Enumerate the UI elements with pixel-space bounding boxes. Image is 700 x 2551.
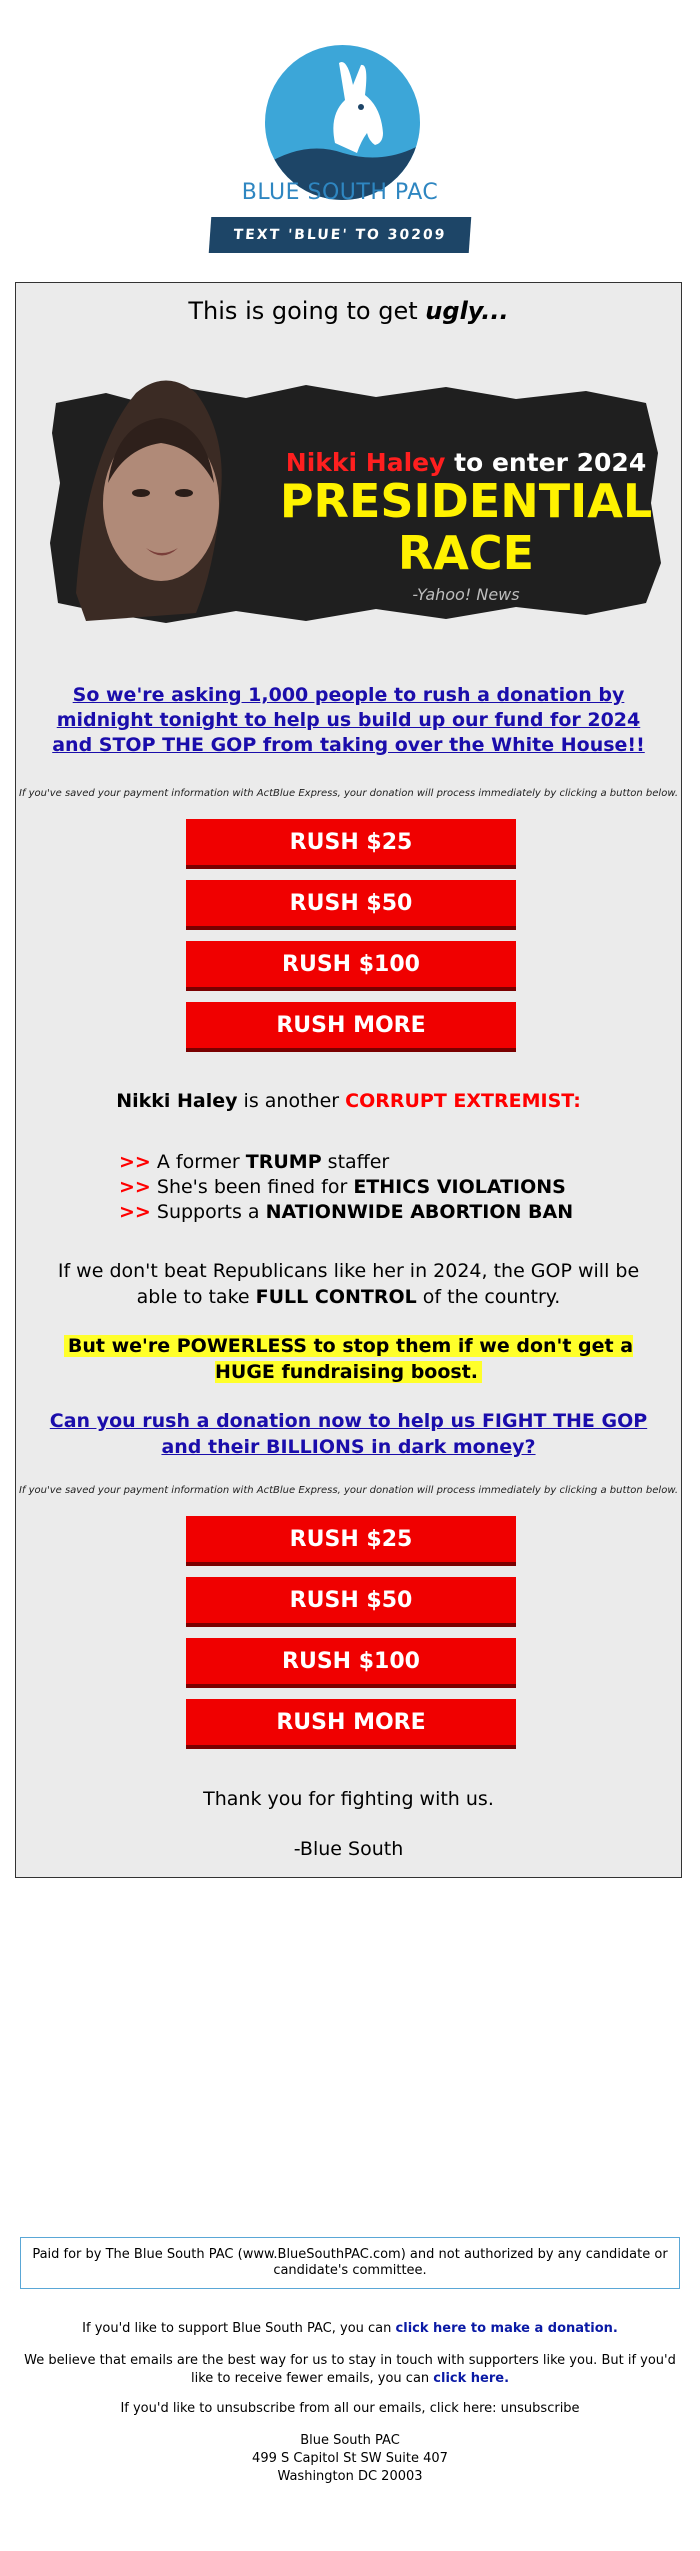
rush-25-button[interactable]: RUSH $25 xyxy=(186,819,516,869)
bullet-arrow-icon: >> xyxy=(119,1201,151,1223)
bullet-item: >> Supports a NATIONWIDE ABORTION BAN xyxy=(119,1201,574,1223)
org-city: Washington DC 20003 xyxy=(277,2469,423,2484)
thank-you-text: Thank you for fighting with us. xyxy=(203,1788,494,1810)
actblue-fine-print: If you've saved your payment information with ActBlue Express, your donation will process immediately by clicking a button below. xyxy=(18,788,679,799)
fewer-emails-link[interactable]: click here. xyxy=(433,2371,510,2386)
donation-ask-link[interactable]: So we're asking 1,000 people to rush a donation by midnight tonight to help us build up our fund for 2024 and STOP THE GOP from taking over the White House!! xyxy=(52,684,645,756)
email-body-card xyxy=(15,282,682,1878)
donkey-icon xyxy=(265,45,420,200)
powerless-highlight: But we're POWERLESS to stop them if we don't get a HUGE fundraising boost. xyxy=(46,1333,651,1385)
donation-link[interactable]: click here to make a donation. xyxy=(395,2321,618,2336)
fewer-emails-line: We believe that emails are the best way for us to stay in touch with supporters like you. But if you'd like to receive fewer emails, you can click here. xyxy=(24,2353,676,2386)
support-line: If you'd like to support Blue South PAC, you can click here to make a donation. xyxy=(82,2321,618,2336)
hero-line-1: Nikki Haley to enter 2024 xyxy=(285,448,647,477)
bullet-arrow-icon: >> xyxy=(119,1176,151,1198)
rush-more-button[interactable]: RUSH MORE xyxy=(186,1699,516,1749)
text-to-join-banner: TEXT 'BLUE' TO 30209 xyxy=(209,217,472,253)
hero-image xyxy=(46,363,666,643)
blue-south-logo xyxy=(205,45,475,253)
rush-50-button[interactable]: RUSH $50 xyxy=(186,1577,516,1627)
org-street: 499 S Capitol St SW Suite 407 xyxy=(252,2451,448,2466)
hero-line-3: RACE xyxy=(397,526,535,580)
signature: -Blue South xyxy=(293,1838,404,1860)
logo-name: BLUE SOUTH PAC xyxy=(241,180,439,205)
rush-more-button[interactable]: RUSH MORE xyxy=(186,1002,516,1052)
bullet-item: >> A former TRUMP staffer xyxy=(119,1151,390,1173)
headline-emphasis: ugly... xyxy=(425,297,509,325)
org-name: Blue South PAC xyxy=(300,2433,400,2448)
rush-50-button[interactable]: RUSH $50 xyxy=(186,880,516,930)
paid-for-disclaimer: Paid for by The Blue South PAC (www.BlueSouthPAC.com) and not authorized by any candidate or candidate's committee. xyxy=(20,2237,680,2289)
actblue-fine-print: If you've saved your payment information with ActBlue Express, your donation will process immediately by clicking a button below. xyxy=(18,1485,679,1496)
headline: This is going to get ugly... xyxy=(188,297,509,325)
unsubscribe-link[interactable]: If you'd like to unsubscribe from all our emails, click here: unsubscribe xyxy=(120,2401,580,2416)
rush-100-button[interactable]: RUSH $100 xyxy=(186,941,516,991)
corrupt-extremist-line: Nikki Haley is another CORRUPT EXTREMIST: xyxy=(116,1090,581,1112)
hero-line-2: PRESIDENTIAL xyxy=(279,474,653,528)
rush-25-button[interactable]: RUSH $25 xyxy=(186,1516,516,1566)
rush-100-button[interactable]: RUSH $100 xyxy=(186,1638,516,1688)
hero-source: -Yahoo! News xyxy=(412,585,520,604)
fight-gop-link[interactable]: Can you rush a donation now to help us FIGHT THE GOP and their BILLIONS in dark money? xyxy=(49,1410,648,1458)
gop-warning-paragraph: If we don't beat Republicans like her in 2024, the GOP will be able to take FULL CONTROL of the country. xyxy=(57,1260,640,1308)
bullet-item: >> She's been fined for ETHICS VIOLATIONS xyxy=(119,1176,566,1198)
bullet-arrow-icon: >> xyxy=(119,1151,151,1173)
